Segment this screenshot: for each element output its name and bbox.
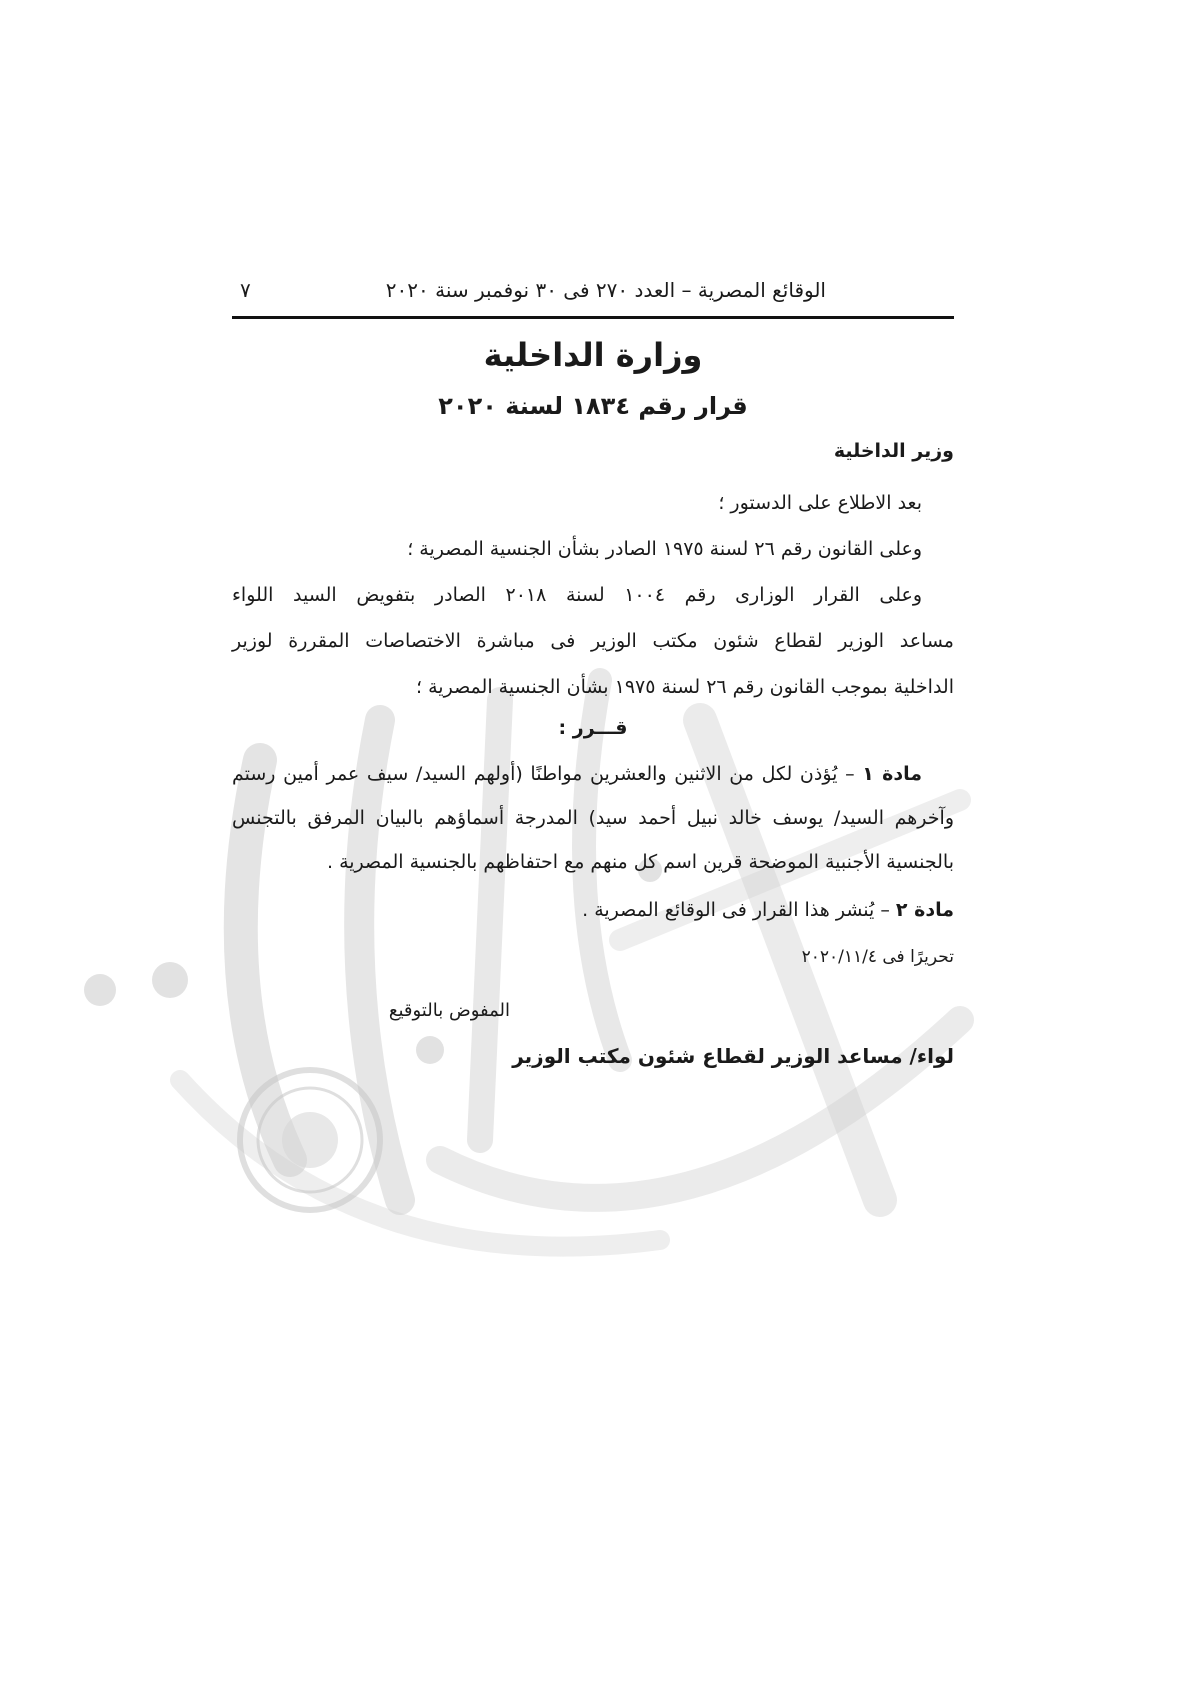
signer-title: لواء/ مساعد الوزير لقطاع شئون مكتب الوزير [512, 1044, 954, 1068]
preamble-line: وعلى القرار الوزارى رقم ١٠٠٤ لسنة ٢٠١٨ الصادر بتفويض السيد اللواء [232, 584, 922, 606]
date-line: تحريرًا فى ٢٠٢٠/١١/٤ [801, 947, 954, 967]
preamble-line: الداخلية بموجب القانون رقم ٢٦ لسنة ١٩٧٥ بشأن الجنسية المصرية ؛ [416, 676, 954, 698]
article-2 [232, 888, 986, 932]
delegated-signatory: المفوض بالتوقيع [388, 1000, 510, 1021]
decreed-word: قـــرر [572, 717, 628, 739]
ministry-title: وزارة الداخلية [483, 336, 703, 374]
article-2-label: مادة ٢ [895, 899, 954, 921]
preamble-line: بعد الاطلاع على الدستور ؛ [718, 492, 922, 514]
article-1-line: بالجنسية الأجنبية الموضحة قرين اسم كل منهم مع احتفاظهم بالجنسية المصرية . [326, 851, 954, 873]
article-1-label: مادة ١ [862, 763, 922, 785]
decision-title: قرار رقم ١٨٣٤ لسنة ٢٠٢٠ [438, 392, 748, 420]
article-1-line [232, 752, 954, 796]
gazette-issue: الوقائع المصرية – العدد ٢٧٠ فى ٣٠ نوفمبر سنة ٢٠٢٠ [385, 278, 826, 302]
minister-heading: وزير الداخلية [833, 440, 954, 462]
decreed-heading [232, 717, 954, 739]
gazette-header [232, 272, 954, 319]
article-1-text: – يُؤذن لكل من الاثنين والعشرين مواطنًا (أولهم السيد/ سيف عمر أمين رستم [232, 763, 855, 785]
preamble-line: وعلى القانون رقم ٢٦ لسنة ١٩٧٥ الصادر بشأن الجنسية المصرية ؛ [407, 538, 922, 560]
article-2-text: – يُنشر هذا القرار فى الوقائع المصرية . [582, 899, 890, 921]
article-1-line: وآخرهم السيد/ يوسف خالد نبيل أحمد سيد) المدرجة أسماؤهم بالبيان المرفق بالتجنس [232, 807, 954, 829]
preamble [232, 480, 954, 710]
article-1 [232, 752, 954, 884]
decreed-colon: : [558, 717, 567, 739]
page-number: ٧ [240, 278, 251, 302]
preamble-line: مساعد الوزير لقطاع شئون مكتب الوزير فى مباشرة الاختصاصات المقررة لوزير [232, 630, 954, 652]
